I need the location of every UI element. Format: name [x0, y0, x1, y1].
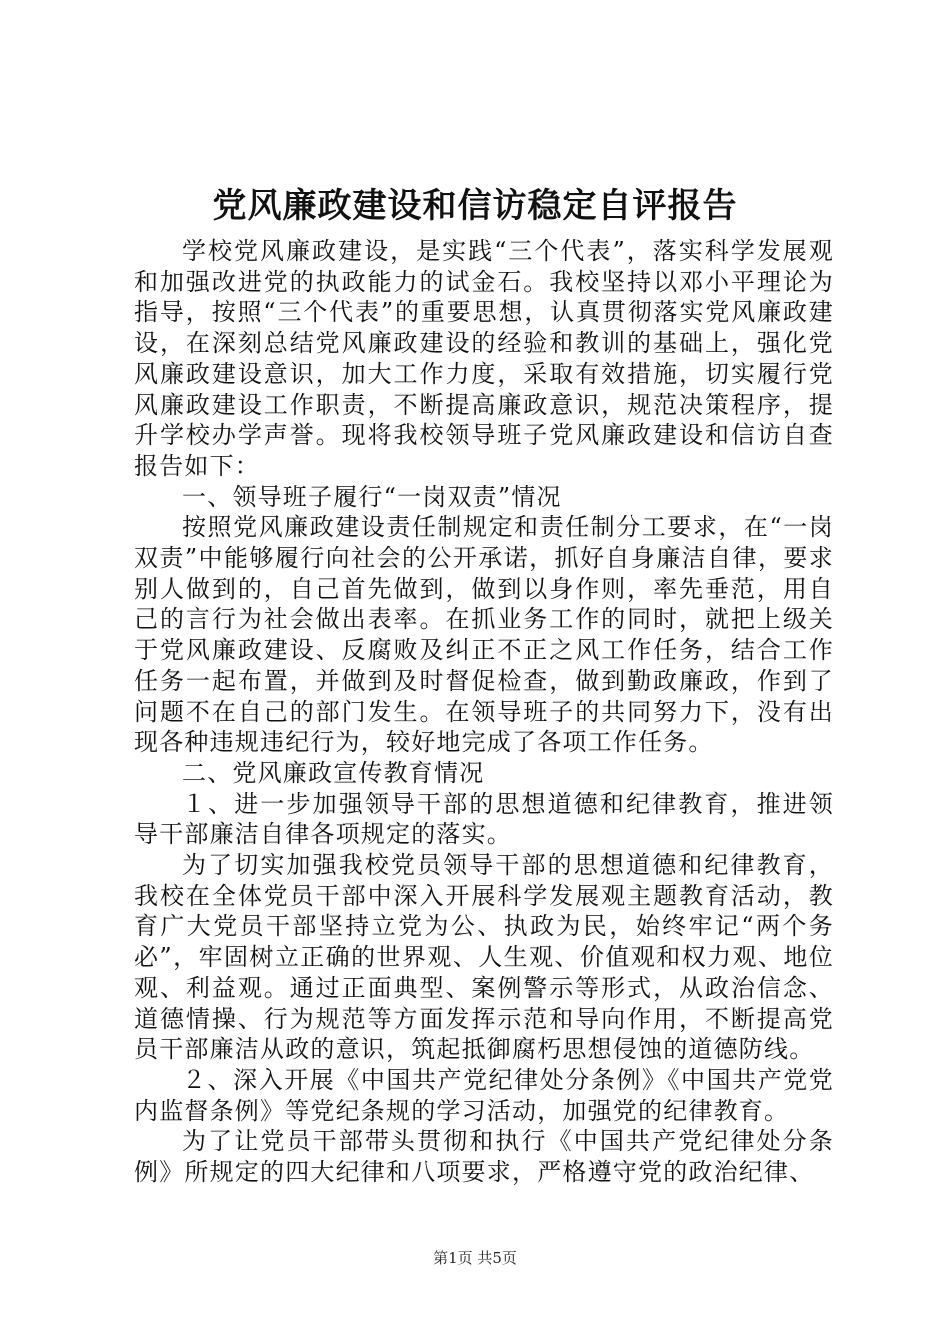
paragraph-intro: 学校党风廉政建设，是实践“三个代表”，落实科学发展观和加强改进党的执政能力的试金石。我校坚持以邓小平理论为指导，按照“三个代表”的重要思想，认真贯彻落实党风廉政建设，在深刻总结党风廉政建设的经验和教训的基础上，强化党风廉政建设意识，加大工作力度，采取有效措施，切实履行党风廉政建设工作职责，不断提高廉政意识，规范决策程序，提升学校办学声誉。现将我校领导班子党风廉政建设和信访自查报告如下： [134, 237, 834, 480]
section-heading-1: 一、领导班子履行“一岗双责”情况 [182, 482, 562, 511]
subheading-2-2: ２、深入开展《中国共产党纪律处分条例》《中国共产党党内监督条例》等党纪条规的学习活动，加强党的纪律教育。 [134, 1065, 834, 1125]
section-heading-2: 二、党风廉政宣传教育情况 [182, 758, 485, 787]
subheading-2-1: １、进一步加强领导干部的思想道德和纪律教育，推进领导干部廉洁自律各项规定的落实。 [134, 789, 834, 849]
document-body [134, 236, 834, 1188]
paragraph-2-1: 为了切实加强我校党员领导干部的思想道德和纪律教育，我校在全体党员干部中深入开展科学发展观主题教育活动，教育广大党员干部坚持立党为公、执政为民，始终牢记“两个务必”，牢固树立正确的世界观、人生观、价值观和权力观、地位观、利益观。通过正面典型、案例警示等形式，从政治信念、道德情操、行为规范等方面发挥示范和导向作用，不断提高党员干部廉洁从政的意识，筑起抵御腐朽思想侵蚀的道德防线。 [134, 851, 834, 1064]
paragraph-2-2: 为了让党员干部带头贯彻和执行《中国共产党纪律处分条例》所规定的四大纪律和八项要求，严格遵守党的政治纪律、 [134, 1127, 834, 1187]
document-title: 党风廉政建设和信访稳定自评报告 [212, 186, 738, 226]
page-footer: 第1页 共5页 [433, 1249, 517, 1267]
paragraph-section-1: 按照党风廉政建设责任制规定和责任制分工要求，在“一岗双责”中能够履行向社会的公开承诺，抓好自身廉洁自律，要求别人做到的，自己首先做到，做到以身作则，率先垂范，用自己的言行为社会做出表率。在抓业务工作的同时，就把上级关于党风廉政建设、反腐败及纠正不正之风工作任务，结合工作任务一起布置，并做到及时督促检查，做到勤政廉政，作到了问题不在自己的部门发生。在领导班子的共同努力下，没有出现各种违规违纪行为，较好地完成了各项工作任务。 [134, 513, 834, 757]
